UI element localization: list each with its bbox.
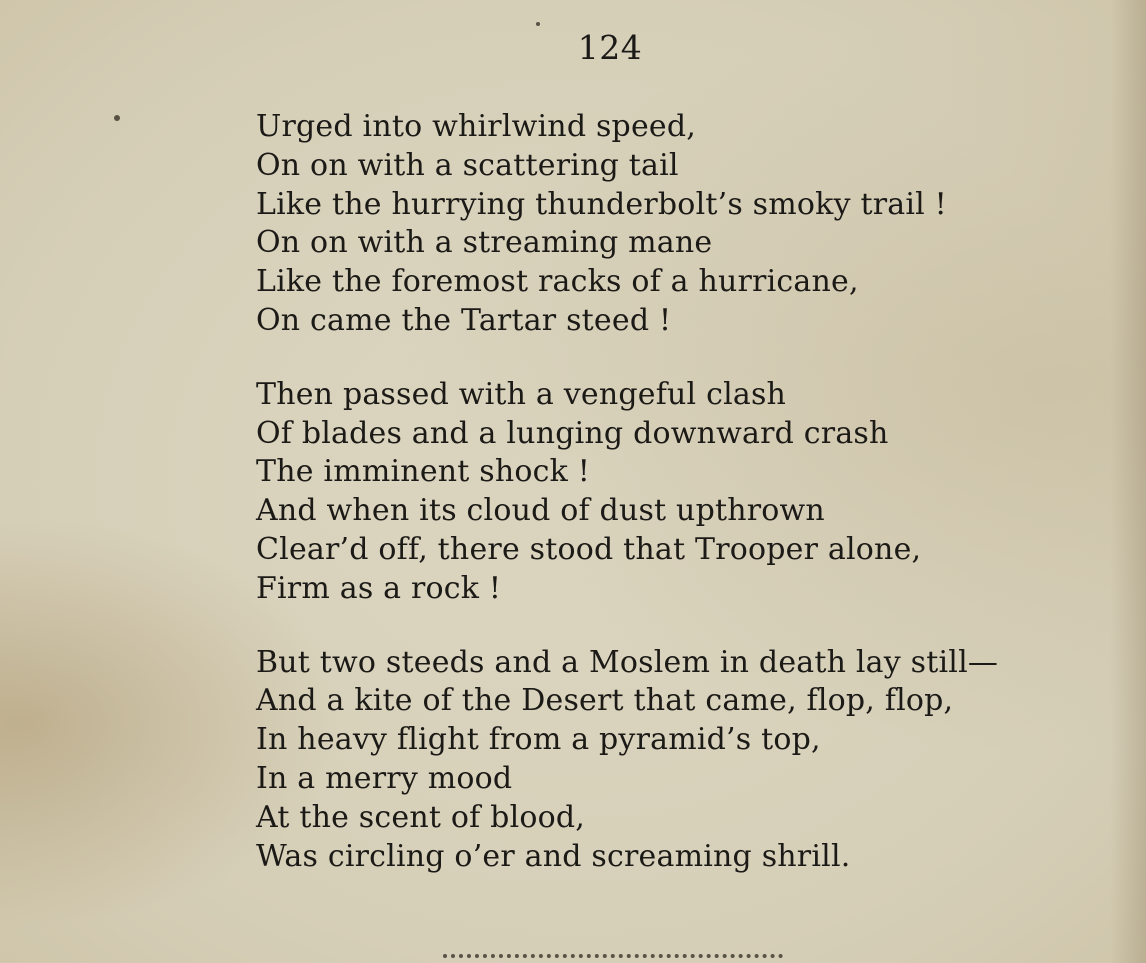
poem-line: In a merry mood	[256, 760, 513, 796]
poem-line: Then passed with a vengeful clash	[256, 376, 787, 412]
poem-line: Clear’d off, there stood that Trooper alone,	[256, 531, 922, 567]
poem-line: And a kite of the Desert that came, flop, flop,	[256, 683, 954, 719]
poem-line: At the scent of blood,	[256, 799, 586, 835]
ink-speck	[536, 22, 540, 26]
stanza-3	[256, 644, 1116, 877]
ink-speck	[114, 115, 120, 121]
poem-line: The imminent shock !	[256, 454, 591, 490]
poem-line: Was circling o’er and screaming shrill.	[256, 838, 851, 874]
page-number: 124	[577, 28, 643, 67]
poem	[256, 108, 1116, 911]
poem-line: Firm as a rock !	[256, 570, 502, 606]
poem-line: On on with a streaming mane	[256, 225, 713, 261]
stanza-1	[256, 108, 1116, 341]
stanza-2	[256, 376, 1116, 609]
poem-line: Urged into whirlwind speed,	[256, 109, 697, 144]
ornamental-divider	[443, 954, 783, 958]
poem-line: Of blades and a lunging downward crash	[256, 415, 889, 451]
poem-line: On came the Tartar steed !	[256, 302, 672, 338]
poem-line: Like the hurrying thunderbolt’s smoky trail !	[256, 186, 947, 222]
poem-line: And when its cloud of dust upthrown	[256, 493, 825, 529]
poem-line: On on with a scattering tail	[256, 147, 679, 183]
poem-line: In heavy flight from a pyramid’s top,	[256, 722, 821, 758]
poem-line: But two steeds and a Moslem in death lay still—	[256, 644, 999, 680]
poem-line: Like the foremost racks of a hurricane,	[256, 264, 859, 300]
